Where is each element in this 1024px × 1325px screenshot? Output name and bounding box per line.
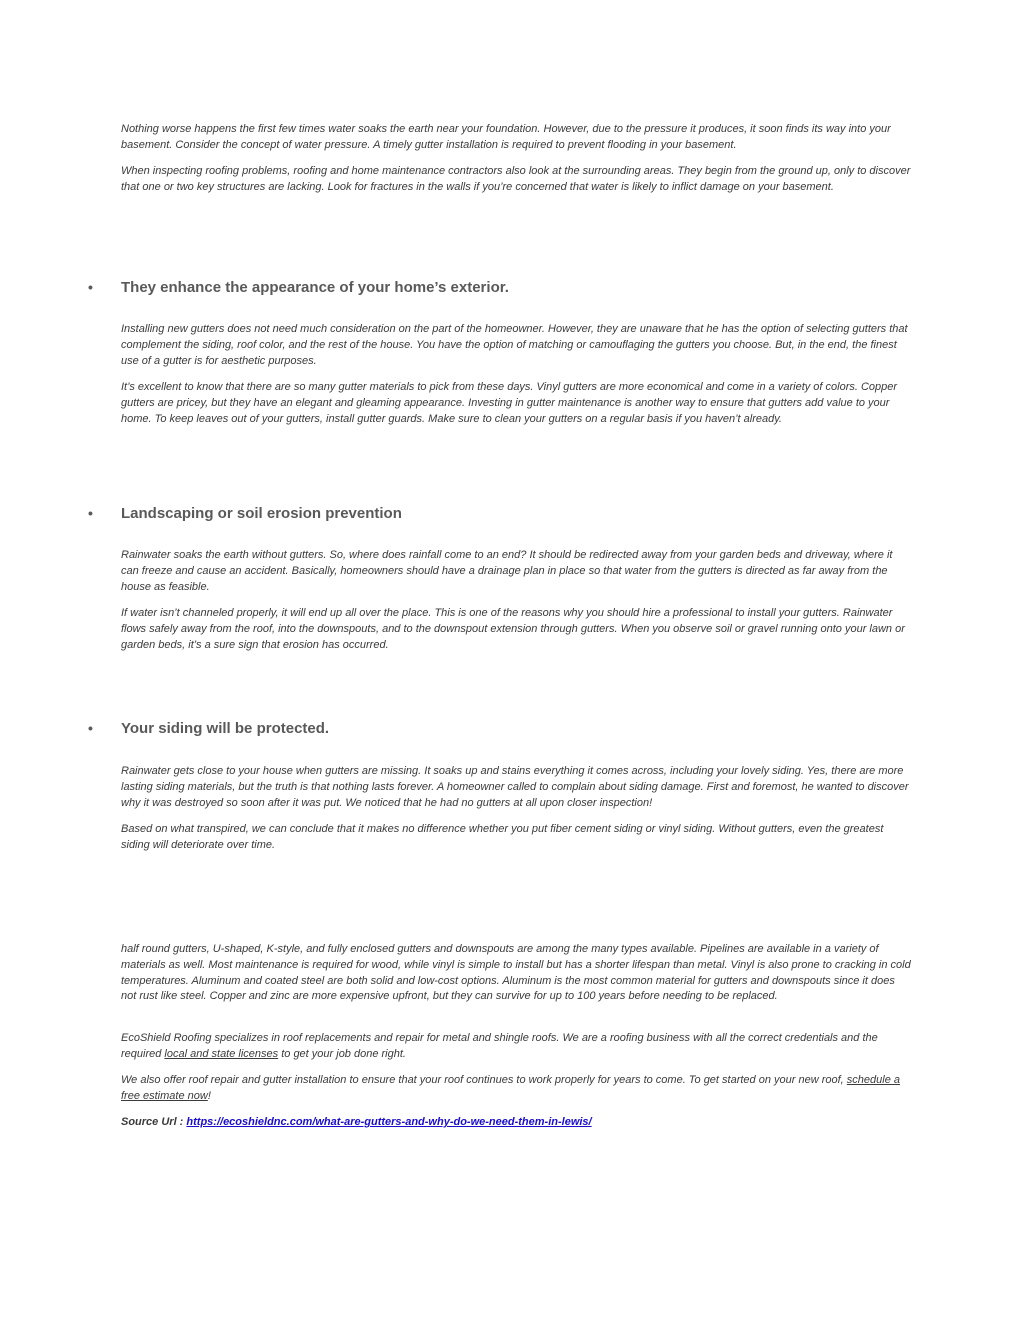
section-3-paragraph-1: Rainwater gets close to your house when gutters are missing. It soaks up and stains everything it comes across, including your lovely siding. Yes, there are more lasting siding materials, but the truth is that nothing lasts forever. A homeowner called to complain about siding damage. First and foremost, he wanted to discover why it was destroyed so soon after it was put. We noticed that he had no gutters at all upon closer inspection!	[121, 765, 909, 809]
closing-paragraph-2	[121, 1031, 911, 1063]
closing-text: !	[207, 1089, 211, 1102]
section-1-paragraph-2: It’s excellent to know that there are so many gutter materials to pick from these days. Vinyl gutters are more economical and come in a variety of colors. Copper gutters are pricey, but they have an elegant and gleaming appearance. Investing in gutter maintenance is another way to ensure that gutters add value to your home. To keep leaves out of your gutters, install gutter guards. Make sure to clean your gutters on a regular basis if you haven’t already.	[121, 381, 898, 425]
closing-text: to get your job done right.	[278, 1047, 406, 1060]
bullet-icon: •	[88, 720, 93, 736]
section-2-paragraph-2: If water isn’t channeled properly, it will end up all over the place. This is one of the reasons why you should hire a professional to install your gutters. Rainwater flows safely away from the roof, into the downspouts, and to the downspout extension through gutters. When you observe soil or gravel running onto your lawn or garden beds, it’s a sure sign that erosion has occurred.	[121, 607, 905, 651]
section-heading-text: They enhance the appearance of your home’s exterior.	[121, 279, 509, 296]
closing-text: We also offer roof repair and gutter installation to ensure that your roof continues to work properly for years to come. To get started on your new roof,	[121, 1074, 847, 1086]
source-url-link[interactable]: https://ecoshieldnc.com/what-are-gutters-and-why-do-we-need-them-in-lewis/	[186, 1116, 592, 1128]
free-estimate-link[interactable]: schedule a free estimate now	[121, 1074, 900, 1102]
section-3-paragraph-2: Based on what transpired, we can conclude that it makes no difference whether you put fiber cement siding or vinyl siding. Without gutters, even the greatest siding will deteriorate over time.	[121, 823, 884, 851]
source-label: Source Url :	[121, 1116, 187, 1128]
section-1-paragraph-1: Installing new gutters does not need much consideration on the part of the homeowner. However, they are unaware that he has the option of selecting gutters that complement the siding, roof color, and the rest of the house. You have the option of matching or camouflaging the gutters you choose. But, in the end, the finest use of a gutter is for aesthetic purposes.	[121, 323, 908, 367]
closing-text: EcoShield Roofing specializes in roof replacements and repair for metal and shingle roofs. We are a roofing business with all the correct credentials and the required	[121, 1032, 878, 1060]
section-heading-appearance	[88, 279, 509, 296]
closing-paragraph-3	[121, 1073, 911, 1105]
source-url-line	[121, 1115, 592, 1131]
licenses-link[interactable]: local and state licenses	[164, 1047, 279, 1060]
closing-paragraph-1: half round gutters, U-shaped, K-style, and fully enclosed gutters and downspouts are among the many types available. Pipelines are available in a variety of materials as well. Most maintenance is required for wood, while vinyl is simple to install but has a shorter lifespan than metal. Vinyl is also prone to cracking in cold temperatures. Aluminum and coated steel are both solid and low-cost options. Aluminum is the most common material for gutters and downspouts since it does not rust like steel. Copper and zinc are more expensive upfront, but they can survive for up to 100 years before needing to be replaced.	[121, 943, 911, 1003]
bullet-icon: •	[88, 505, 93, 521]
intro-paragraph-1: Nothing worse happens the first few times water soaks the earth near your foundation. However, due to the pressure it produces, it soon finds its way into your basement. Consider the concept of water pressure. A timely gutter installation is required to prevent flooding in your basement.	[121, 123, 891, 151]
section-2-paragraph-1: Rainwater soaks the earth without gutters. So, where does rainfall come to an end? It should be redirected away from your garden beds and driveway, where it can freeze and cause an accident. Basically, homeowners should have a drainage plan in place so that water from the gutters is directed as far away from the house as feasible.	[121, 549, 893, 593]
section-heading-text: Your siding will be protected.	[121, 720, 330, 737]
section-heading-text: Landscaping or soil erosion prevention	[121, 505, 402, 522]
intro-paragraph-2: When inspecting roofing problems, roofing and home maintenance contractors also look at the surrounding areas. They begin from the ground up, only to discover that one or two key structures are lacking. Look for fractures in the walls if you’re concerned that water is likely to inflict damage on your basement.	[121, 165, 911, 193]
section-heading-erosion	[88, 505, 402, 522]
section-heading-siding	[88, 720, 329, 737]
bullet-icon: •	[88, 279, 93, 295]
